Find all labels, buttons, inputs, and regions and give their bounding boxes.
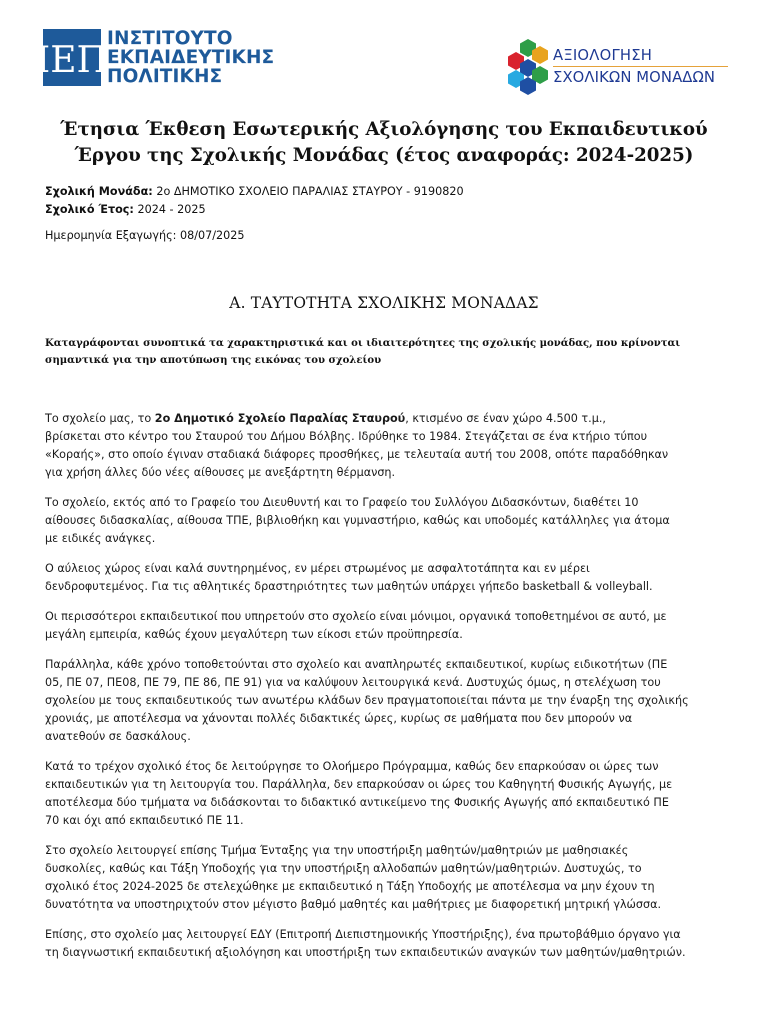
- paragraph: [45, 842, 725, 914]
- title-line: Έργου της Σχολικής Μονάδας (έτος αναφοράς: 2024-2025): [74, 145, 694, 166]
- paragraph-line: δενδροφυτεμένος. Για τις αθλητικές δραστηριότητες των μαθητών υπάρχει γήπεδο basketball & volleyball.: [45, 580, 653, 593]
- paragraph-line: 05, ΠΕ 07, ΠΕ08, ΠΕ 79, ΠΕ 86, ΠΕ 91) για να καλύψουν λειτουργικά κενά. Δυστυχώς όμως, η στελέχωση του: [45, 676, 661, 689]
- paragraph-line: δυσκολίες, καθώς και Τάξη Υποδοχής για την υποστήριξη αλλοδαπών μαθητών/μαθητριών. Δυστυχώς, το: [45, 862, 642, 875]
- paragraph: [45, 926, 725, 962]
- iep-logo-line: ΕΚΠΑΙΔΕΥΤΙΚΗΣ: [107, 47, 275, 69]
- iep-logo-text: [107, 29, 274, 87]
- paragraph-line: Ο αύλειος χώρος είναι καλά συντηρημένος, εν μέρει στρωμένος με ασφαλτοτάπητα και εν μέρει: [45, 562, 590, 575]
- paragraph-line: χρονιάς, με αποτέλεσμα να χάνονται πολλές διδακτικές ώρες, κυρίως σε μαθήματα που δεν μπορούν να: [45, 712, 633, 725]
- paragraph-text: , κτισμένο σε έναν χώρο 4.500 τ.μ.,: [405, 412, 606, 425]
- export-date-label: Ημερομηνία Εξαγωγής:: [45, 229, 177, 242]
- intro-line: σημαντικά για την αποτύπωση της εικόνας του σχολείου: [45, 354, 382, 366]
- paragraph-line: σχολείου με τους εκπαιδευτικούς των ανωτέρω κλάδων δεν πραγματοποιείται πάντα με την έναρξη της σχολικής: [45, 694, 689, 707]
- paragraph-line: με ειδικές ανάγκες.: [45, 532, 156, 545]
- export-date-row: [45, 229, 244, 242]
- iep-logo: [36, 28, 275, 88]
- iep-logo-line: ΠΟΛΙΤΙΚΗΣ: [107, 66, 223, 88]
- paragraph-line: μεγάλη εμπειρία, καθώς έχουν μεγαλύτερη των είκοσι ετών προϋπηρεσία.: [45, 628, 463, 641]
- school-unit-row: [45, 185, 464, 198]
- school-year-row: [45, 203, 206, 216]
- paragraph-line: σχολικό έτος 2024-2025 δε στελεχώθηκε με εκπαιδευτικό η Τάξη Υποδοχής με αποτέλεσμα να μην έχουν τη: [45, 880, 655, 893]
- paragraph-line: τη διαγνωστική εκπαιδευτική αξιολόγηση και υποστήριξη των εκπαιδευτικών αναγκών των μαθητών/μαθητριών.: [45, 946, 686, 959]
- axiologisi-logo: [505, 38, 728, 96]
- title-line: Έτησια Έκθεση Εσωτερικής Αξιολόγησης του Εκπαιδευτικού: [60, 119, 708, 140]
- paragraph-line: ανατεθούν σε δασκάλους.: [45, 730, 191, 743]
- axiologisi-logo-line: ΣΧΟΛΙΚΩΝ ΜΟΝΑΔΩΝ: [553, 69, 716, 86]
- paragraph-line: βρίσκεται στο κέντρο του Σταυρού του Δήμου Βόλβης. Ιδρύθηκε το 1984. Στεγάζεται σε ένα κτήριο τύπου: [45, 430, 648, 443]
- paragraph-line: για χρήση άλλες δύο νέες αίθουσες με ανεξάρτητη θέρμανση.: [45, 466, 396, 479]
- paragraph-text: Το σχολείο μας, το: [45, 412, 155, 425]
- export-date-value: 08/07/2025: [179, 229, 245, 242]
- school-year-label: Σχολικό Έτος:: [45, 203, 134, 216]
- school-unit-label: Σχολική Μονάδα:: [45, 185, 153, 198]
- iep-logo-mark: [36, 29, 108, 86]
- paragraph: [45, 494, 725, 548]
- paragraph: [45, 656, 725, 746]
- paragraph-line: εκπαιδευτικών για τη λειτουργία του. Παράλληλα, δεν επαρκούσαν οι ώρες του Καθηγητή Φυσικής Αγωγής, με: [45, 778, 673, 791]
- paragraph: [45, 410, 725, 482]
- axiologisi-logo-line: ΑΞΙΟΛΟΓΗΣΗ: [553, 47, 653, 64]
- section-intro: [45, 336, 725, 369]
- intro-line: Καταγράφονται συνοπτικά τα χαρακτηριστικά και οι ιδιαιτερότητες της σχολικής μονάδας, που κρίνονται: [45, 338, 681, 349]
- axiologisi-logo-text: [553, 47, 728, 87]
- paragraph-line: αίθουσες διδασκαλίας, αίθουσα ΤΠΕ, βιβλιοθήκη και γυμναστήριο, καθώς και υποδομές κατάλληλες για άτομα: [45, 514, 670, 527]
- paragraph: [45, 560, 725, 596]
- paragraph: [45, 608, 725, 644]
- paragraph-line: Στο σχολείο λειτουργεί επίσης Τμήμα Ένταξης για την υποστήριξη μαθητών/μαθητριών με μαθησιακές: [45, 844, 629, 857]
- paragraph-line: Οι περισσότεροι εκπαιδευτικοί που υπηρετούν στο σχολείο είναι μόνιμοι, οργανικά τοποθετημένοι σε αυτό, με: [45, 610, 667, 623]
- section-body: [45, 410, 725, 974]
- paragraph-line: δυνατότητα να υποστηριχτούν στον μέγιστο βαθμό μαθητές και μαθήτριες με διαφορετική μητρική γλώσσα.: [45, 898, 662, 911]
- section-heading: Α. ΤΑΥΤΟΤΗΤΑ ΣΧΟΛΙΚΗΣ ΜΟΝΑΔΑΣ: [229, 294, 539, 312]
- paragraph-line: Κατά το τρέχον σχολικό έτος δε λειτούργησε το Ολοήμερο Πρόγραμμα, καθώς δεν επαρκούσαν οι ώρες των: [45, 760, 659, 773]
- school-unit-value: 2ο ΔΗΜΟΤΙΚΟ ΣΧΟΛΕΙΟ ΠΑΡΑΛΙΑΣ ΣΤΑΥΡΟΥ - 9190820: [156, 185, 464, 198]
- paragraph-line: Επίσης, στο σχολείο μας λειτουργεί ΕΔΥ (Επιτροπή Διεπιστημονικής Υποστήριξης), ένα πρωτοβάθμιο όργανο για: [45, 928, 681, 941]
- school-name-bold: 2ο Δημοτικό Σχολείο Παραλίας Σταυρού: [154, 412, 406, 425]
- paragraph-line: αποτέλεσμα δύο τμήματα να διδάσκονται το διδακτικό αντικείμενο της Φυσικής Αγωγής από εκπαιδευτικό ΠΕ: [45, 796, 669, 809]
- iep-logo-line: ΙΝΣΤΙΤΟΥΤΟ: [107, 28, 233, 49]
- school-year-value: 2024 - 2025: [137, 203, 206, 216]
- document-title: [20, 117, 748, 169]
- svg-text:ΙΕΠ: ΙΕΠ: [36, 39, 108, 81]
- paragraph-line: Το σχολείο, εκτός από το Γραφείο του Διευθυντή και το Γραφείο του Συλλόγου Διδασκόντων, διαθέτει 10: [45, 496, 639, 509]
- iep-monogram-icon: [36, 36, 108, 81]
- paragraph-line: «Κοραής», στο οποίο έγιναν σταδιακά διάφορες προσθήκες, με τελευταία αυτή του 2008, οπότε παραδόθηκαν: [45, 448, 669, 461]
- paragraph-line: Παράλληλα, κάθε χρόνο τοποθετούνται στο σχολείο και αναπληρωτές εκπαιδευτικοί, κυρίως ειδικοτήτων (ΠΕ: [45, 658, 668, 671]
- paragraph: [45, 758, 725, 830]
- hexagon-cluster-icon: [505, 38, 551, 96]
- paragraph-line: 70 και όχι από εκπαιδευτικό ΠΕ 11.: [45, 814, 244, 827]
